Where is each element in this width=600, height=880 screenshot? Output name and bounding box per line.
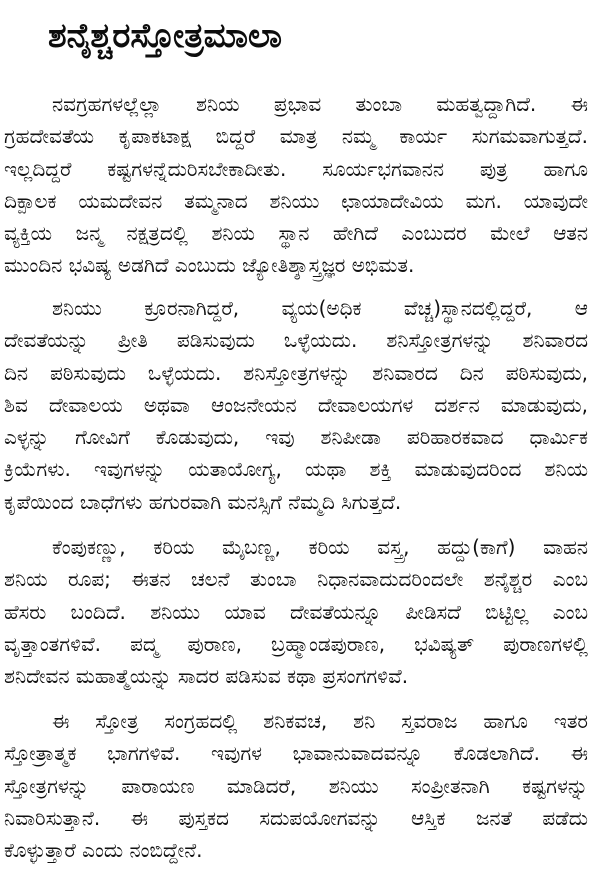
- paragraph-line: ಸ್ತೋತ್ರಾತ್ಮಕ ಭಾಗಗಳಿವೆ. ಇವುಗಳ ಭಾವಾನುವಾದವನ್ನೂ ಕೊಡಲಾಗಿದೆ. ಈ: [4, 741, 588, 766]
- paragraph-line: ಕೊಳ್ಳುತ್ತಾರೆ ಎಂದು ನಂಬಿದ್ದೇನೆ.: [4, 838, 203, 863]
- paragraph-line: ಇಲ್ಲದಿದ್ದರೆ ಕಷ್ಟಗಳನ್ನೆದುರಿಸಬೇಕಾದೀತು. ಸೂರ್ಯಭಗವಾನನ ಪುತ್ರ ಹಾಗೂ: [4, 156, 588, 181]
- paragraph-line: ದೇವತೆಯನ್ನು ಪ್ರೀತಿ ಪಡಿಸುವುದು ಒಳ್ಳೆಯದು. ಶನಿಸ್ತೋತ್ರಗಳನ್ನು ಶನಿವಾರದ: [4, 328, 588, 353]
- paragraph-line: ದಿಕ್ಪಾಲಕ ಯಮದೇವನ ತಮ್ಮನಾದ ಶನಿಯು ಛಾಯಾದೇವಿಯ ಮಗ. ಯಾವುದೇ: [4, 188, 588, 213]
- paragraph-4: [4, 705, 588, 866]
- paragraph-line: ನಿವಾರಿಸುತ್ತಾನೆ. ಈ ಪುಸ್ತಕದ ಸದುಪಯೋಗವನ್ನು ಆಸ್ತಿಕ ಜನತೆ ಪಡೆದು: [4, 805, 588, 830]
- paragraph-line: ಕೃಪೆಯಿಂದ ಬಾಧೆಗಳು ಹಗುರವಾಗಿ ಮನಸ್ಸಿಗೆ ನೆಮ್ಮದಿ ಸಿಗುತ್ತದೆ.: [4, 489, 402, 514]
- paragraph-line: ಹೆಸರು ಬಂದಿದೆ. ಶನಿಯು ಯಾವ ದೇವತೆಯನ್ನೂ ಪೀಡಿಸದೆ ಬಿಟ್ಟಿಲ್ಲ ಎಂಬ: [4, 599, 588, 624]
- paragraph-line: ಶನಿಯ ರೂಪ; ಈತನ ಚಲನೆ ತುಂಬಾ ನಿಧಾನವಾದುದರಿಂದಲೇ ಶನೈಶ್ಚರ ಎಂಬ: [4, 567, 588, 592]
- paragraph-line: ಗ್ರಹದೇವತೆಯ ಕೃಪಾಕಟಾಕ್ಷ ಬಿದ್ದರೆ ಮಾತ್ರ ನಮ್ಮ ಕಾರ್ಯ ಸುಗಮವಾಗುತ್ತದೆ.: [4, 124, 588, 149]
- paragraph-2: [4, 292, 588, 518]
- paragraph-line: ವೃತ್ತಾಂತಗಳಿವೆ. ಪದ್ಮ ಪುರಾಣ, ಬ್ರಹ್ಮಾಂಡಪುರಾಣ, ಭವಿಷ್ಯತ್ ಪುರಾಣಗಳಲ್ಲಿ: [4, 631, 588, 656]
- paragraph-line: ಈ ಸ್ತೋತ್ರ ಸಂಗ್ರಹದಲ್ಲಿ ಶನಿಕವಚ, ಶನಿ ಸ್ತವರಾಜ ಹಾಗೂ ಇತರ: [52, 709, 588, 733]
- paragraph-line: ದಿನ ಪಠಿಸುವುದು ಒಳ್ಳೆಯದು. ಶನಿಸ್ತೋತ್ರಗಳನ್ನು ಶನಿವಾರದ ದಿನ ಪಠಿಸುವುದು,: [4, 360, 588, 385]
- paragraph-3: [4, 531, 588, 692]
- paragraph-line: ಶಿವ ದೇವಾಲಯ ಅಥವಾ ಆಂಜನೇಯನ ದೇವಾಲಯಗಳ ದರ್ಶನ ಮಾಡುವುದು,: [4, 392, 588, 417]
- paragraph-line: ಶನಿದೇವನ ಮಹಾತ್ಮೆಯನ್ನು ಸಾದರ ಪಡಿಸುವ ಕಥಾ ಪ್ರಸಂಗಗಳಿವೆ.: [4, 664, 409, 689]
- paragraph-line: ಸ್ತೋತ್ರಗಳನ್ನು ಪಾರಾಯಣ ಮಾಡಿದರೆ, ಶನಿಯು ಸಂಪ್ರೀತನಾಗಿ ಕಷ್ಟಗಳನ್ನು: [4, 773, 588, 798]
- paragraph-1: [4, 88, 588, 282]
- paragraph-line: ವ್ಯಕ್ತಿಯ ಜನ್ಮ ನಕ್ಷತ್ರದಲ್ಲಿ ಶನಿಯ ಸ್ಥಾನ ಹೇಗಿದೆ ಎಂಬುದರ ಮೇಲೆ ಆತನ: [4, 221, 588, 246]
- paragraph-line: ನವಗ್ರಹಗಳಲ್ಲೆಲ್ಲಾ ಶನಿಯ ಪ್ರಭಾವ ತುಂಬಾ ಮಹತ್ವದ್ದಾಗಿದೆ. ಈ: [52, 92, 588, 116]
- page-title: ಶನೈಶ್ಚರಸ್ತೋತ್ರಮಾಲಾ: [48, 16, 283, 56]
- paragraph-line: ಕ್ರಿಯೆಗಳು. ಇವುಗಳನ್ನು ಯತಾಯೋಗ್ಯ, ಯಥಾ ಶಕ್ತಿ ಮಾಡುವುದರಿಂದ ಶನಿಯ: [4, 457, 588, 482]
- paragraph-line: ಶನಿಯು ಕ್ರೂರನಾಗಿದ್ದರೆ, ವ್ಯಯ(ಅಧಿಕ ವೆಚ್ಚ)ಸ್ಥಾನದಲ್ಲಿದ್ದರೆ, ಆ: [52, 296, 588, 320]
- paragraph-line: ಎಳ್ಳನ್ನು ಗೋವಿಗೆ ಕೊಡುವುದು, ಇವು ಶನಿಪೀಡಾ ಪರಿಹಾರಕವಾದ ಧಾರ್ಮಿಕ: [4, 425, 588, 450]
- paragraph-line: ಮುಂದಿನ ಭವಿಷ್ಯ ಅಡಗಿದೆ ಎಂಬುದು ಜ್ಯೋತಿಶ್ಶಾಸ್ತ್ರಜ್ಞರ ಅಭಿಮತ.: [4, 253, 415, 278]
- paragraph-line: ಕೆಂಪುಕಣ್ಣು, ಕರಿಯ ಮೈಬಣ್ಣ, ಕರಿಯ ವಸ್ತ್ರ, ಹದ್ದು(ಕಾಗೆ) ವಾಹನ: [52, 535, 588, 559]
